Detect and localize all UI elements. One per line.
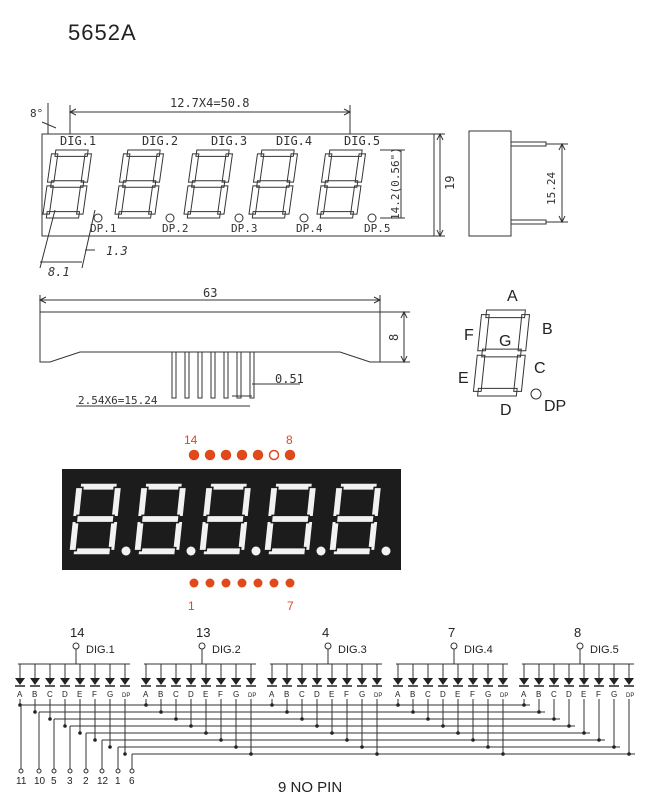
junction-dot — [123, 752, 127, 756]
junction-dot — [597, 738, 601, 742]
diode-icon — [483, 678, 493, 685]
segment-label: F — [470, 690, 475, 699]
height-dim: 19 — [443, 175, 457, 190]
top-digit — [114, 150, 164, 218]
pin-terminal — [19, 769, 23, 773]
diode-icon — [45, 678, 55, 685]
junction-dot — [375, 752, 379, 756]
diode-icon — [534, 678, 544, 685]
junction-dot — [411, 710, 415, 714]
bottom-height-dim: 8 — [387, 333, 401, 341]
pin-dot-bottom — [238, 579, 247, 588]
junction-dot — [270, 703, 274, 707]
segment-e — [43, 186, 53, 214]
diode-icon — [519, 678, 529, 685]
pin-terminal — [100, 769, 104, 773]
digit-label: DIG.4 — [276, 134, 313, 148]
char-height-dim: 14.2(0.56") — [389, 147, 402, 220]
legend-digit — [473, 310, 530, 396]
digit-label: DIG.5 — [344, 134, 381, 148]
common-label: DIG.4 — [464, 644, 493, 656]
segment-label: F — [596, 690, 601, 699]
segment-label: B — [410, 690, 416, 699]
segment-c — [283, 186, 293, 214]
segment-a — [486, 310, 526, 318]
segment-label: C — [551, 690, 557, 699]
segment-b — [81, 154, 91, 182]
common-pin-label: 13 — [196, 625, 211, 640]
segment-b — [222, 154, 232, 182]
junction-dot — [315, 724, 319, 728]
dp-label: DP.4 — [296, 222, 323, 235]
pin-dot-bottom — [286, 579, 295, 588]
diode-icon — [186, 678, 196, 685]
common-pin-terminal — [325, 643, 331, 649]
junction-dot — [567, 724, 571, 728]
pin-dot-top — [222, 451, 231, 460]
legend-label-g: G — [499, 333, 512, 350]
top-digit — [248, 150, 298, 218]
segment-a — [329, 150, 362, 156]
segment-g — [141, 515, 179, 522]
angle-dim: 8° — [30, 107, 44, 120]
panel-dp — [317, 547, 326, 556]
pin-terminal — [84, 769, 88, 773]
pin-label-1: 1 — [188, 599, 195, 613]
top-digit — [316, 150, 366, 218]
common-pin-label: 14 — [70, 625, 85, 640]
junction-dot — [330, 731, 334, 735]
pin-number: 10 — [34, 776, 46, 787]
pin-label-8: 8 — [286, 433, 293, 447]
junction-dot — [159, 710, 163, 714]
diode-icon — [549, 678, 559, 685]
common-pin-label: 7 — [448, 625, 456, 640]
segment-label: A — [395, 690, 401, 699]
junction-dot — [285, 710, 289, 714]
legend-label-b: B — [542, 321, 553, 338]
pin — [198, 352, 202, 398]
dp-dot — [94, 214, 102, 222]
legend-label-c: C — [534, 360, 546, 377]
segment-e — [317, 186, 327, 214]
diode-icon — [141, 678, 151, 685]
junction-dot — [627, 752, 631, 756]
junction-dot — [360, 745, 364, 749]
pin — [172, 352, 176, 398]
pin-number: 2 — [83, 776, 89, 787]
segment-g — [325, 181, 358, 187]
diode-icon — [246, 678, 256, 685]
pin-dot-bottom — [190, 579, 199, 588]
segment-label: DP — [500, 693, 509, 699]
segment-d — [478, 388, 518, 396]
segment-label: C — [47, 690, 53, 699]
segment-label: D — [62, 690, 68, 699]
segment-g — [51, 181, 84, 187]
junction-dot — [33, 710, 37, 714]
legend-dp — [531, 389, 541, 399]
pin-number: 6 — [129, 776, 135, 787]
legend-label-e: E — [458, 370, 469, 387]
pin-dot-top — [270, 451, 279, 460]
segment-e — [184, 186, 194, 214]
diode-icon — [60, 678, 70, 685]
segment-label: A — [17, 690, 23, 699]
diode-icon — [75, 678, 85, 685]
pin-label-7: 7 — [287, 599, 294, 613]
segment-b — [153, 154, 163, 182]
top-digit — [42, 150, 92, 218]
junction-dot — [396, 703, 400, 707]
segment-label: C — [299, 690, 305, 699]
segment-g — [336, 515, 374, 522]
junction-dot — [522, 703, 526, 707]
pin-terminal — [52, 769, 56, 773]
dp-label: DP.5 — [364, 222, 391, 235]
segment-e — [473, 355, 484, 391]
junction-dot — [144, 703, 148, 707]
legend-label-f: F — [464, 327, 474, 344]
dp-label: DP.1 — [90, 222, 117, 235]
junction-dot — [234, 745, 238, 749]
segment-legend — [458, 288, 566, 419]
segment-e — [249, 186, 259, 214]
junction-dot — [189, 724, 193, 728]
digit-label: DIG.1 — [60, 134, 97, 148]
pin-dot-bottom — [206, 579, 215, 588]
no-pin-note: 9 NO PIN — [278, 779, 343, 796]
diode-icon — [312, 678, 322, 685]
seg-dim: 1.3 — [106, 244, 128, 258]
diode-icon — [342, 678, 352, 685]
diode-icon — [624, 678, 634, 685]
diode-icon — [564, 678, 574, 685]
segment-d — [268, 548, 306, 555]
side-height-dim: 15.24 — [545, 171, 558, 205]
segment-label: A — [143, 690, 149, 699]
bottom-view-pins — [172, 352, 254, 398]
junction-dot — [300, 717, 304, 721]
digit-label: DIG.2 — [142, 134, 179, 148]
diode-icon — [120, 678, 130, 685]
dp-dot — [300, 214, 308, 222]
pin-terminal — [116, 769, 120, 773]
diode-icon — [231, 678, 241, 685]
junction-dot — [345, 738, 349, 742]
segment-label: F — [218, 690, 223, 699]
segment-label: G — [611, 690, 618, 699]
segment-b — [287, 154, 297, 182]
segment-f — [253, 154, 263, 182]
junction-dot — [78, 731, 82, 735]
segment-label: E — [77, 690, 83, 699]
segment-label: G — [485, 690, 492, 699]
dp-label: DP.2 — [162, 222, 189, 235]
segment-d — [203, 548, 241, 555]
common-pin-label: 8 — [574, 625, 582, 640]
part-number-title: 5652A — [68, 20, 137, 45]
diode-icon — [357, 678, 367, 685]
segment-label: DP — [626, 693, 635, 699]
dp-dot — [235, 214, 243, 222]
segment-label: DP — [374, 693, 383, 699]
diode-icon — [468, 678, 478, 685]
diode-icon — [453, 678, 463, 685]
segment-f — [188, 154, 198, 182]
top-view-digits — [42, 134, 390, 235]
panel-dp — [122, 547, 131, 556]
segment-d — [187, 212, 220, 218]
segment-label: D — [440, 690, 446, 699]
diode-icon — [393, 678, 403, 685]
segment-label: D — [314, 690, 320, 699]
segment-d — [138, 548, 176, 555]
junction-dot — [426, 717, 430, 721]
segment-label: E — [203, 690, 209, 699]
segment-label: F — [344, 690, 349, 699]
segment-g — [482, 349, 522, 357]
segment-g — [271, 515, 309, 522]
common-pin-terminal — [199, 643, 205, 649]
digit-label: DIG.3 — [211, 134, 248, 148]
pin-terminal — [130, 769, 134, 773]
junction-dot — [582, 731, 586, 735]
diode-icon — [216, 678, 226, 685]
segment-label: A — [521, 690, 527, 699]
junction-dot — [501, 752, 505, 756]
panel-dp — [382, 547, 391, 556]
diode-icon — [408, 678, 418, 685]
diode-icon — [90, 678, 100, 685]
junction-dot — [63, 724, 67, 728]
segment-a — [275, 483, 313, 490]
segment-label: C — [425, 690, 431, 699]
segment-label: DP — [122, 693, 131, 699]
common-label: DIG.5 — [590, 644, 619, 656]
segment-label: DP — [248, 693, 257, 699]
junction-dot — [174, 717, 178, 721]
segment-label: C — [173, 690, 179, 699]
dp-dot — [166, 214, 174, 222]
diode-icon — [372, 678, 382, 685]
segment-d — [46, 212, 79, 218]
segment-a — [55, 150, 88, 156]
pin-dot-bottom — [270, 579, 279, 588]
junction-dot — [219, 738, 223, 742]
legend-label-dp: DP — [544, 398, 567, 415]
pitch-dim: 12.7X4=50.8 — [170, 96, 250, 110]
pin — [185, 352, 189, 398]
pin-number: 5 — [51, 776, 57, 787]
diode-icon — [282, 678, 292, 685]
junction-dot — [249, 752, 253, 756]
pin-number: 3 — [67, 776, 73, 787]
junction-dot — [537, 710, 541, 714]
segment-g — [123, 181, 156, 187]
segment-label: D — [188, 690, 194, 699]
diode-icon — [594, 678, 604, 685]
common-label: DIG.3 — [338, 644, 367, 656]
pin — [250, 352, 254, 398]
segment-e — [115, 186, 125, 214]
diode-icon — [267, 678, 277, 685]
segment-c — [218, 186, 228, 214]
pin-pitch-dim: 2.54X6=15.24 — [78, 394, 158, 407]
segment-d — [252, 212, 285, 218]
legend-label-d: D — [500, 402, 512, 419]
common-pin-terminal — [577, 643, 583, 649]
segment-label: D — [566, 690, 572, 699]
pin-label-14: 14 — [184, 433, 198, 447]
segment-a — [340, 483, 378, 490]
common-pin-label: 4 — [322, 625, 330, 640]
pin-dot-top — [206, 451, 215, 460]
segment-c — [77, 186, 87, 214]
diode-icon — [438, 678, 448, 685]
top-view — [40, 103, 445, 268]
segment-f — [119, 154, 129, 182]
diode-icon — [201, 678, 211, 685]
dp-dot — [368, 214, 376, 222]
pin — [224, 352, 228, 398]
width-dim: 8.1 — [48, 265, 70, 279]
segment-a — [127, 150, 160, 156]
pin-dot-top — [238, 451, 247, 460]
segment-label: B — [284, 690, 290, 699]
segment-a — [261, 150, 294, 156]
segment-f — [321, 154, 331, 182]
dp-label: DP.3 — [231, 222, 258, 235]
junction-dot — [471, 738, 475, 742]
pin-terminal — [37, 769, 41, 773]
segment-g — [206, 515, 244, 522]
bottom-view — [40, 295, 410, 406]
junction-dot — [48, 717, 52, 721]
top-digit — [183, 150, 233, 218]
diode-icon — [423, 678, 433, 685]
pin-dot-top — [286, 451, 295, 460]
segment-d — [73, 548, 111, 555]
common-pin-terminal — [73, 643, 79, 649]
pin — [211, 352, 215, 398]
diode-icon — [171, 678, 181, 685]
segment-label: G — [107, 690, 114, 699]
segment-f — [478, 315, 489, 351]
pin-dia-dim: 0.51 — [275, 372, 304, 386]
diode-icon — [498, 678, 508, 685]
common-label: DIG.2 — [212, 644, 241, 656]
segment-a — [145, 483, 183, 490]
segment-label: B — [32, 690, 38, 699]
diode-icon — [579, 678, 589, 685]
pin-number: 11 — [16, 776, 27, 787]
segment-a — [210, 483, 248, 490]
panel-dp — [252, 547, 261, 556]
segment-d — [118, 212, 151, 218]
legend-label-a: A — [507, 288, 518, 305]
junction-dot — [552, 717, 556, 721]
segment-label: G — [233, 690, 240, 699]
segment-f — [47, 154, 57, 182]
diode-icon — [297, 678, 307, 685]
diode-icon — [15, 678, 25, 685]
bottom-length-dim: 63 — [203, 286, 218, 300]
segment-label: A — [269, 690, 275, 699]
diode-icon — [156, 678, 166, 685]
pin-dot-bottom — [254, 579, 263, 588]
segment-c — [514, 355, 525, 391]
junction-dot — [108, 745, 112, 749]
pin-dot-bottom — [222, 579, 231, 588]
segment-g — [192, 181, 225, 187]
junction-dot — [612, 745, 616, 749]
segment-label: B — [536, 690, 542, 699]
segment-b — [518, 315, 529, 351]
pin-terminal — [68, 769, 72, 773]
junction-dot — [204, 731, 208, 735]
segment-c — [351, 186, 361, 214]
common-label: DIG.1 — [86, 644, 115, 656]
segment-label: E — [455, 690, 461, 699]
segment-c — [149, 186, 159, 214]
junction-dot — [486, 745, 490, 749]
pin-number: 12 — [97, 776, 109, 787]
junction-dot — [93, 738, 97, 742]
diode-icon — [105, 678, 115, 685]
diode-icon — [327, 678, 337, 685]
pin-dot-top — [190, 451, 199, 460]
diode-icon — [30, 678, 40, 685]
common-pin-terminal — [451, 643, 457, 649]
segment-a — [80, 483, 118, 490]
segment-label: G — [359, 690, 366, 699]
pin-number: 1 — [115, 776, 121, 787]
pin — [237, 352, 241, 398]
segment-label: E — [581, 690, 587, 699]
panel-dp — [187, 547, 196, 556]
diode-icon — [609, 678, 619, 685]
segment-g — [257, 181, 290, 187]
schematic — [15, 625, 635, 787]
segment-a — [196, 150, 229, 156]
segment-label: E — [329, 690, 335, 699]
segment-b — [355, 154, 365, 182]
segment-d — [320, 212, 353, 218]
segment-g — [76, 515, 114, 522]
segment-d — [333, 548, 371, 555]
segment-label: B — [158, 690, 164, 699]
segment-label: F — [92, 690, 97, 699]
pin-dot-top — [254, 451, 263, 460]
junction-dot — [456, 731, 460, 735]
junction-dot — [441, 724, 445, 728]
